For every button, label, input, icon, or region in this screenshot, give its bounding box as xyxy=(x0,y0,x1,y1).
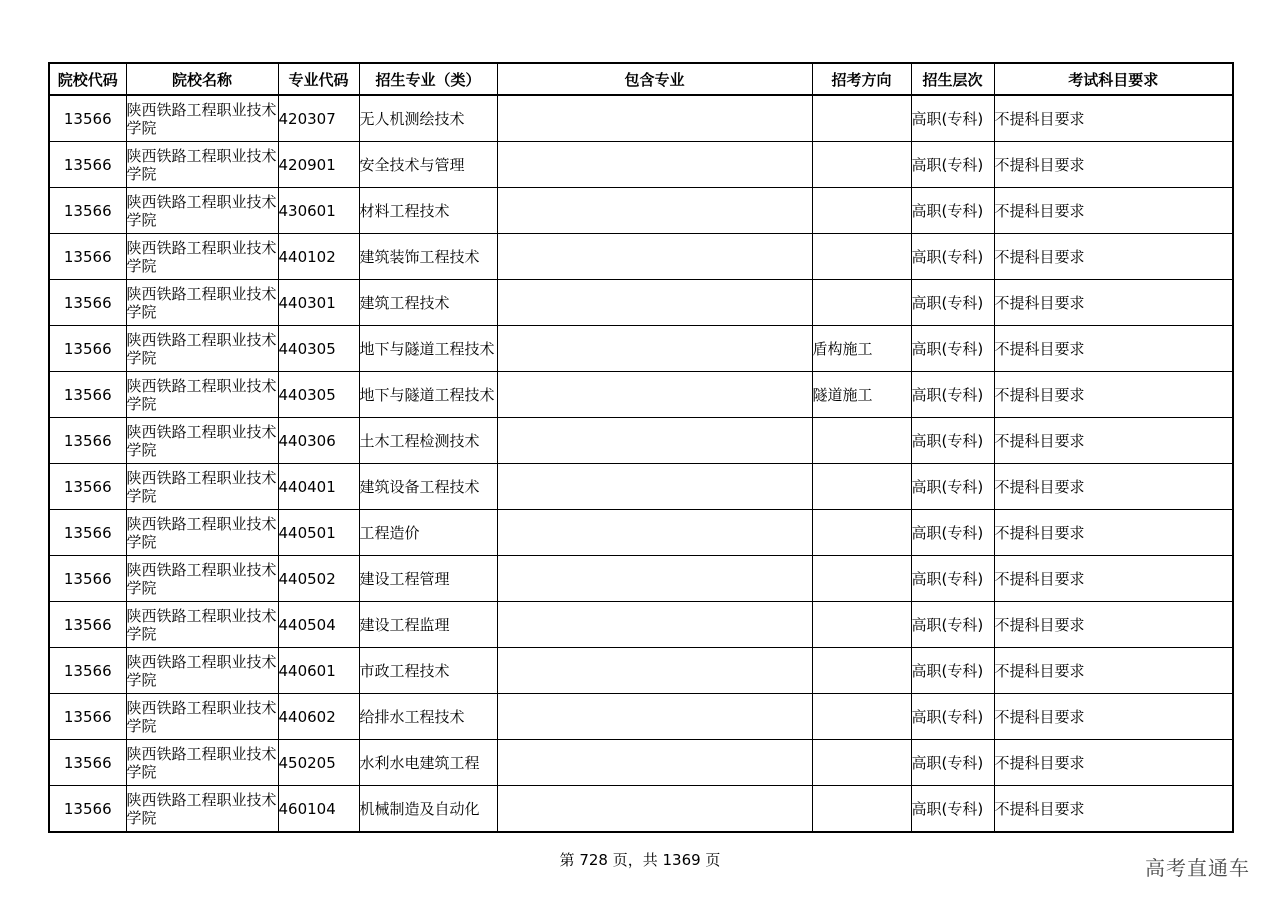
cell-included-majors xyxy=(497,556,812,602)
cell-admission-direction xyxy=(812,188,911,234)
watermark-text: 高考直通车 xyxy=(1145,856,1250,880)
cell-admission-direction xyxy=(812,740,911,786)
cell-included-majors xyxy=(497,694,812,740)
cell-major-name xyxy=(359,602,497,648)
cell-text: 陕西铁路工程职业技术学院 xyxy=(126,100,277,137)
cell-text: 陕西铁路工程职业技术学院 xyxy=(126,238,277,275)
header-admission-level: 招生层次 xyxy=(911,63,994,95)
cell-major-code: 440501 xyxy=(278,510,359,556)
cell-institution-code: 13566 xyxy=(49,556,126,602)
header-row xyxy=(49,63,1233,95)
cell-text: 建设工程管理 xyxy=(359,569,450,588)
cell-text: 陕西铁路工程职业技术学院 xyxy=(126,422,277,459)
cell-text: 地下与隧道工程技术 xyxy=(359,385,495,404)
cell-text: 机械制造及自动化 xyxy=(359,799,480,818)
cell-text: 建筑装饰工程技术 xyxy=(359,247,480,266)
cell-institution-code: 13566 xyxy=(49,188,126,234)
cell-admission-direction xyxy=(812,556,911,602)
table-row xyxy=(49,556,1233,602)
table-row xyxy=(49,648,1233,694)
cell-exam-requirements: 不提科目要求 xyxy=(994,786,1233,833)
cell-included-majors xyxy=(497,740,812,786)
table-row xyxy=(49,142,1233,188)
cell-major-name xyxy=(359,556,497,602)
cell-major-code: 460104 xyxy=(278,786,359,833)
cell-institution-code: 13566 xyxy=(49,786,126,833)
cell-major-code: 440601 xyxy=(278,648,359,694)
cell-exam-requirements: 不提科目要求 xyxy=(994,694,1233,740)
cell-major-code: 440102 xyxy=(278,234,359,280)
cell-major-name xyxy=(359,188,497,234)
cell-text: 陕西铁路工程职业技术学院 xyxy=(126,284,277,321)
cell-admission-level: 高职(专科) xyxy=(911,280,994,326)
cell-exam-requirements: 不提科目要求 xyxy=(994,556,1233,602)
cell-major-code: 440305 xyxy=(278,326,359,372)
cell-institution-name xyxy=(126,464,278,510)
cell-exam-requirements: 不提科目要求 xyxy=(994,602,1233,648)
cell-included-majors xyxy=(497,142,812,188)
cell-included-majors xyxy=(497,234,812,280)
cell-included-majors xyxy=(497,510,812,556)
cell-text: 建筑设备工程技术 xyxy=(359,477,480,496)
cell-exam-requirements: 不提科目要求 xyxy=(994,372,1233,418)
cell-major-name xyxy=(359,234,497,280)
cell-text: 陕西铁路工程职业技术学院 xyxy=(126,790,277,827)
cell-text: 市政工程技术 xyxy=(359,661,450,680)
cell-institution-name xyxy=(126,556,278,602)
cell-text: 陕西铁路工程职业技术学院 xyxy=(126,376,277,413)
cell-text: 安全技术与管理 xyxy=(359,155,465,174)
table-row xyxy=(49,694,1233,740)
cell-major-name xyxy=(359,372,497,418)
cell-institution-name xyxy=(126,694,278,740)
cell-major-code: 430601 xyxy=(278,188,359,234)
cell-major-code: 440504 xyxy=(278,602,359,648)
cell-institution-name xyxy=(126,188,278,234)
table-row xyxy=(49,234,1233,280)
cell-exam-requirements: 不提科目要求 xyxy=(994,464,1233,510)
cell-admission-level: 高职(专科) xyxy=(911,694,994,740)
table-row xyxy=(49,602,1233,648)
cell-text: 土木工程检测技术 xyxy=(359,431,480,450)
header-exam-requirements: 考试科目要求 xyxy=(994,63,1233,95)
header-major-code: 专业代码 xyxy=(278,63,359,95)
cell-major-name xyxy=(359,510,497,556)
cell-institution-code: 13566 xyxy=(49,234,126,280)
cell-major-name xyxy=(359,786,497,833)
cell-major-name xyxy=(359,740,497,786)
cell-major-name xyxy=(359,648,497,694)
cell-major-name xyxy=(359,464,497,510)
cell-exam-requirements: 不提科目要求 xyxy=(994,95,1233,142)
cell-institution-name xyxy=(126,234,278,280)
cell-included-majors xyxy=(497,372,812,418)
cell-institution-name xyxy=(126,372,278,418)
cell-institution-code: 13566 xyxy=(49,418,126,464)
cell-exam-requirements: 不提科目要求 xyxy=(994,510,1233,556)
table-row xyxy=(49,418,1233,464)
cell-institution-name xyxy=(126,326,278,372)
cell-major-code: 440306 xyxy=(278,418,359,464)
cell-institution-name xyxy=(126,510,278,556)
cell-admission-direction xyxy=(812,142,911,188)
cell-admission-level: 高职(专科) xyxy=(911,740,994,786)
cell-major-name xyxy=(359,95,497,142)
cell-institution-code: 13566 xyxy=(49,740,126,786)
cell-included-majors xyxy=(497,786,812,833)
cell-institution-name xyxy=(126,418,278,464)
cell-institution-code: 13566 xyxy=(49,648,126,694)
cell-admission-direction xyxy=(812,602,911,648)
cell-included-majors xyxy=(497,418,812,464)
cell-major-code: 450205 xyxy=(278,740,359,786)
cell-included-majors xyxy=(497,326,812,372)
cell-institution-code: 13566 xyxy=(49,602,126,648)
cell-admission-level: 高职(专科) xyxy=(911,326,994,372)
header-included-majors: 包含专业 xyxy=(497,63,812,95)
cell-admission-direction xyxy=(812,694,911,740)
cell-major-code: 440401 xyxy=(278,464,359,510)
cell-admission-direction xyxy=(812,648,911,694)
table-row xyxy=(49,280,1233,326)
cell-institution-name xyxy=(126,786,278,833)
cell-admission-direction: 隧道施工 xyxy=(812,372,911,418)
table-body xyxy=(49,95,1233,832)
cell-included-majors xyxy=(497,602,812,648)
cell-institution-name xyxy=(126,142,278,188)
table-row xyxy=(49,786,1233,833)
cell-institution-code: 13566 xyxy=(49,326,126,372)
table-row xyxy=(49,464,1233,510)
cell-admission-direction xyxy=(812,234,911,280)
cell-admission-level: 高职(专科) xyxy=(911,142,994,188)
cell-institution-code: 13566 xyxy=(49,510,126,556)
cell-major-name xyxy=(359,418,497,464)
table-row xyxy=(49,372,1233,418)
cell-text: 无人机测绘技术 xyxy=(359,109,465,128)
cell-major-name xyxy=(359,142,497,188)
cell-institution-code: 13566 xyxy=(49,464,126,510)
table-row xyxy=(49,740,1233,786)
cell-text: 陕西铁路工程职业技术学院 xyxy=(126,652,277,689)
page-footer: 第 728 页，共 1369 页 xyxy=(559,851,721,869)
cell-institution-code: 13566 xyxy=(49,95,126,142)
cell-exam-requirements: 不提科目要求 xyxy=(994,280,1233,326)
cell-admission-level: 高职(专科) xyxy=(911,95,994,142)
cell-text: 陕西铁路工程职业技术学院 xyxy=(126,192,277,229)
cell-major-name xyxy=(359,694,497,740)
cell-admission-direction xyxy=(812,280,911,326)
header-institution-name: 院校名称 xyxy=(126,63,278,95)
cell-admission-level: 高职(专科) xyxy=(911,556,994,602)
cell-admission-direction xyxy=(812,510,911,556)
cell-major-code: 440305 xyxy=(278,372,359,418)
cell-institution-name xyxy=(126,280,278,326)
cell-included-majors xyxy=(497,648,812,694)
cell-institution-name xyxy=(126,648,278,694)
cell-text: 陕西铁路工程职业技术学院 xyxy=(126,698,277,735)
cell-admission-level: 高职(专科) xyxy=(911,602,994,648)
cell-text: 工程造价 xyxy=(359,523,420,542)
cell-major-code: 420307 xyxy=(278,95,359,142)
cell-admission-level: 高职(专科) xyxy=(911,786,994,833)
cell-exam-requirements: 不提科目要求 xyxy=(994,234,1233,280)
cell-major-name xyxy=(359,280,497,326)
cell-admission-direction xyxy=(812,786,911,833)
cell-institution-code: 13566 xyxy=(49,694,126,740)
cell-admission-level: 高职(专科) xyxy=(911,372,994,418)
cell-admission-level: 高职(专科) xyxy=(911,464,994,510)
cell-admission-level: 高职(专科) xyxy=(911,648,994,694)
header-admission-direction: 招考方向 xyxy=(812,63,911,95)
cell-admission-level: 高职(专科) xyxy=(911,188,994,234)
cell-exam-requirements: 不提科目要求 xyxy=(994,188,1233,234)
cell-exam-requirements: 不提科目要求 xyxy=(994,326,1233,372)
header-institution-code: 院校代码 xyxy=(49,63,126,95)
cell-admission-direction: 盾构施工 xyxy=(812,326,911,372)
cell-text: 陕西铁路工程职业技术学院 xyxy=(126,330,277,367)
cell-institution-code: 13566 xyxy=(49,142,126,188)
cell-major-name xyxy=(359,326,497,372)
cell-text: 地下与隧道工程技术 xyxy=(359,339,495,358)
cell-text: 建筑工程技术 xyxy=(359,293,450,312)
cell-admission-level: 高职(专科) xyxy=(911,234,994,280)
enrollment-table xyxy=(48,62,1234,833)
cell-exam-requirements: 不提科目要求 xyxy=(994,740,1233,786)
header-major-name: 招生专业（类） xyxy=(359,63,497,95)
cell-text: 陕西铁路工程职业技术学院 xyxy=(126,468,277,505)
cell-institution-code: 13566 xyxy=(49,280,126,326)
table-header xyxy=(49,63,1233,95)
cell-admission-direction xyxy=(812,418,911,464)
cell-major-code: 440502 xyxy=(278,556,359,602)
cell-text: 陕西铁路工程职业技术学院 xyxy=(126,146,277,183)
cell-institution-name xyxy=(126,602,278,648)
table-row xyxy=(49,188,1233,234)
cell-exam-requirements: 不提科目要求 xyxy=(994,418,1233,464)
cell-admission-direction xyxy=(812,464,911,510)
cell-included-majors xyxy=(497,464,812,510)
cell-included-majors xyxy=(497,280,812,326)
table-row xyxy=(49,510,1233,556)
cell-exam-requirements: 不提科目要求 xyxy=(994,142,1233,188)
cell-text: 陕西铁路工程职业技术学院 xyxy=(126,560,277,597)
cell-text: 陕西铁路工程职业技术学院 xyxy=(126,606,277,643)
cell-text: 陕西铁路工程职业技术学院 xyxy=(126,514,277,551)
cell-admission-level: 高职(专科) xyxy=(911,418,994,464)
cell-text: 陕西铁路工程职业技术学院 xyxy=(126,744,277,781)
cell-institution-name xyxy=(126,740,278,786)
cell-text: 建设工程监理 xyxy=(359,615,450,634)
cell-major-code: 440301 xyxy=(278,280,359,326)
cell-included-majors xyxy=(497,188,812,234)
cell-major-code: 420901 xyxy=(278,142,359,188)
cell-text: 给排水工程技术 xyxy=(359,707,465,726)
cell-admission-level: 高职(专科) xyxy=(911,510,994,556)
cell-exam-requirements: 不提科目要求 xyxy=(994,648,1233,694)
cell-institution-code: 13566 xyxy=(49,372,126,418)
cell-institution-name xyxy=(126,95,278,142)
cell-text: 水利水电建筑工程 xyxy=(359,753,480,772)
table-row xyxy=(49,95,1233,142)
cell-text: 材料工程技术 xyxy=(359,201,450,220)
cell-admission-direction xyxy=(812,95,911,142)
table-row xyxy=(49,326,1233,372)
cell-major-code: 440602 xyxy=(278,694,359,740)
cell-included-majors xyxy=(497,95,812,142)
